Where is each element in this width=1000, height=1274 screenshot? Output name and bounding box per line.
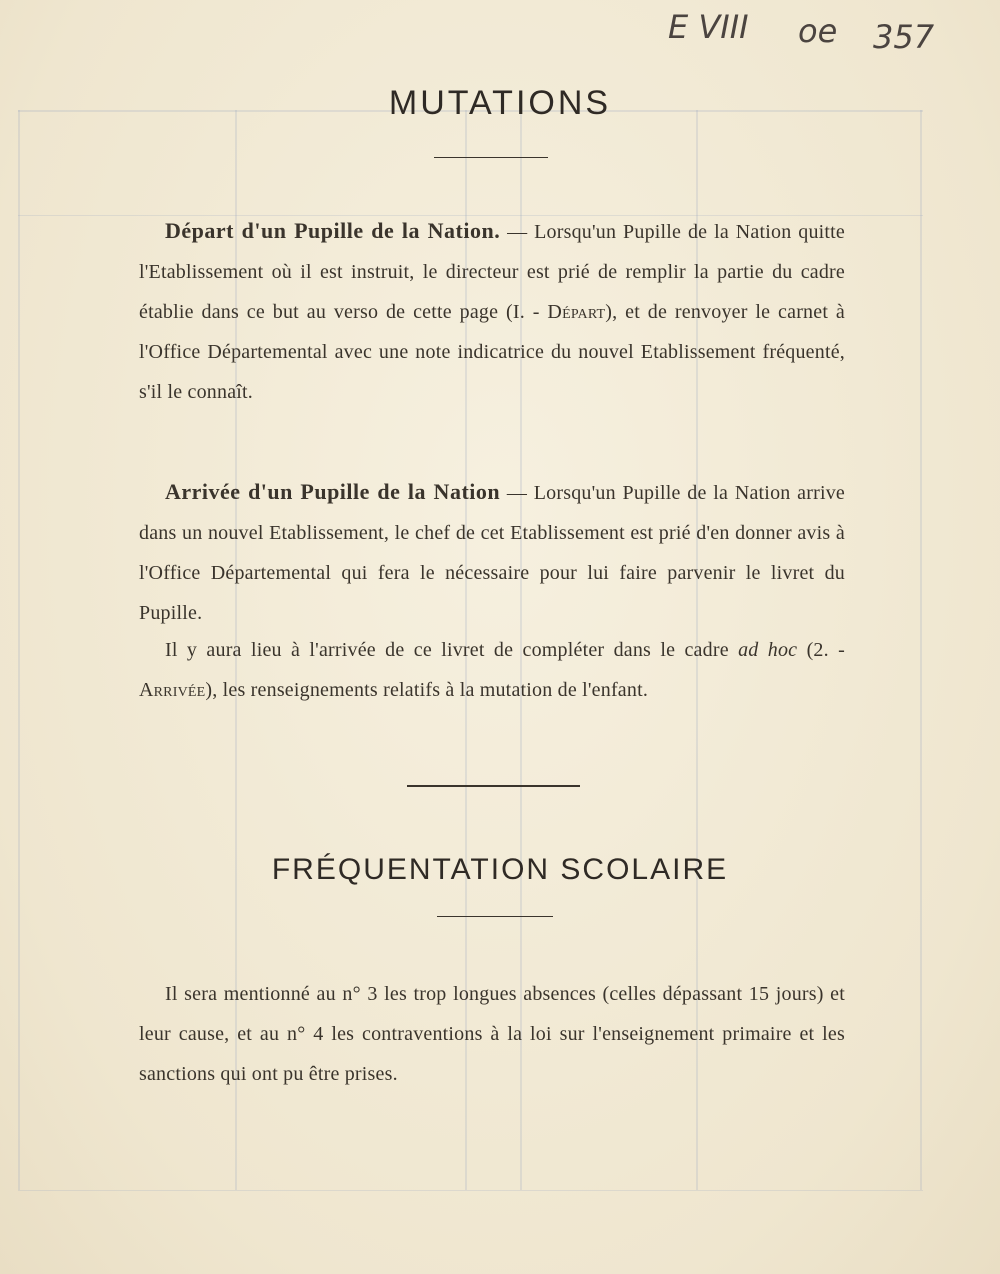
title-underline [434,157,548,158]
paragraph-frequentation [139,974,845,1094]
arrivee2-text-2: (2. - [797,639,845,661]
depart-smallcaps: Départ [547,301,606,323]
title-underline-2 [437,916,553,917]
depart-text: — Lorsqu'un Pupille de la Nation quitte l'Etablissement où il est instruit, le directeur est prié de remplir la partie du cadre établie dans ce but au verso de cette page (I. - [139,221,845,323]
depart-text-2: ), et de renvoyer le carnet à l'Office Départemental avec une note indicatrice du nouvel Etablissement fréquenté, s'il le connaît. [139,301,845,403]
archive-mark-part2: oe [798,12,838,50]
paragraph-arrivee [139,472,845,633]
arrivee-heading: Arrivée d'un Pupille de la Nation [165,479,501,504]
depart-heading: Départ d'un Pupille de la Nation. [165,218,501,243]
arrivee2-italic: ad hoc [738,639,798,661]
paragraph-arrivee-complement [139,630,845,710]
paragraph-depart [139,211,845,412]
section-divider [407,785,580,787]
arrivee2-text-3: ), les renseignements relatifs à la mutation de l'enfant. [205,679,649,701]
archive-reference-mark [668,8,968,68]
arrivee2-smallcaps: Arrivée [139,679,206,701]
arrivee-text: — Lorsqu'un Pupille de la Nation arrive dans un nouvel Etablissement, le chef de cet Etablissement est prié d'en donner avis à l'Office Départemental qui fera le nécessaire pour lui faire parvenir le livret du Pupille. [139,482,846,624]
section-title-frequentation: FRÉQUENTATION SCOLAIRE [271,853,729,886]
frequentation-text: Il sera mentionné au n° 3 les trop longues absences (celles dépassant 15 jours) et leur cause, et au n° 4 les contraventions à la loi sur l'enseignement primaire et les sanctions qui ont pu être prises. [139,983,845,1085]
section-title-mutations: MUTATIONS [388,84,612,122]
archive-mark-part1: E VIII [668,8,749,46]
archive-mark-part3: 357 [873,18,935,56]
arrivee2-text: Il y aura lieu à l'arrivée de ce livret de compléter dans le cadre [165,639,739,661]
